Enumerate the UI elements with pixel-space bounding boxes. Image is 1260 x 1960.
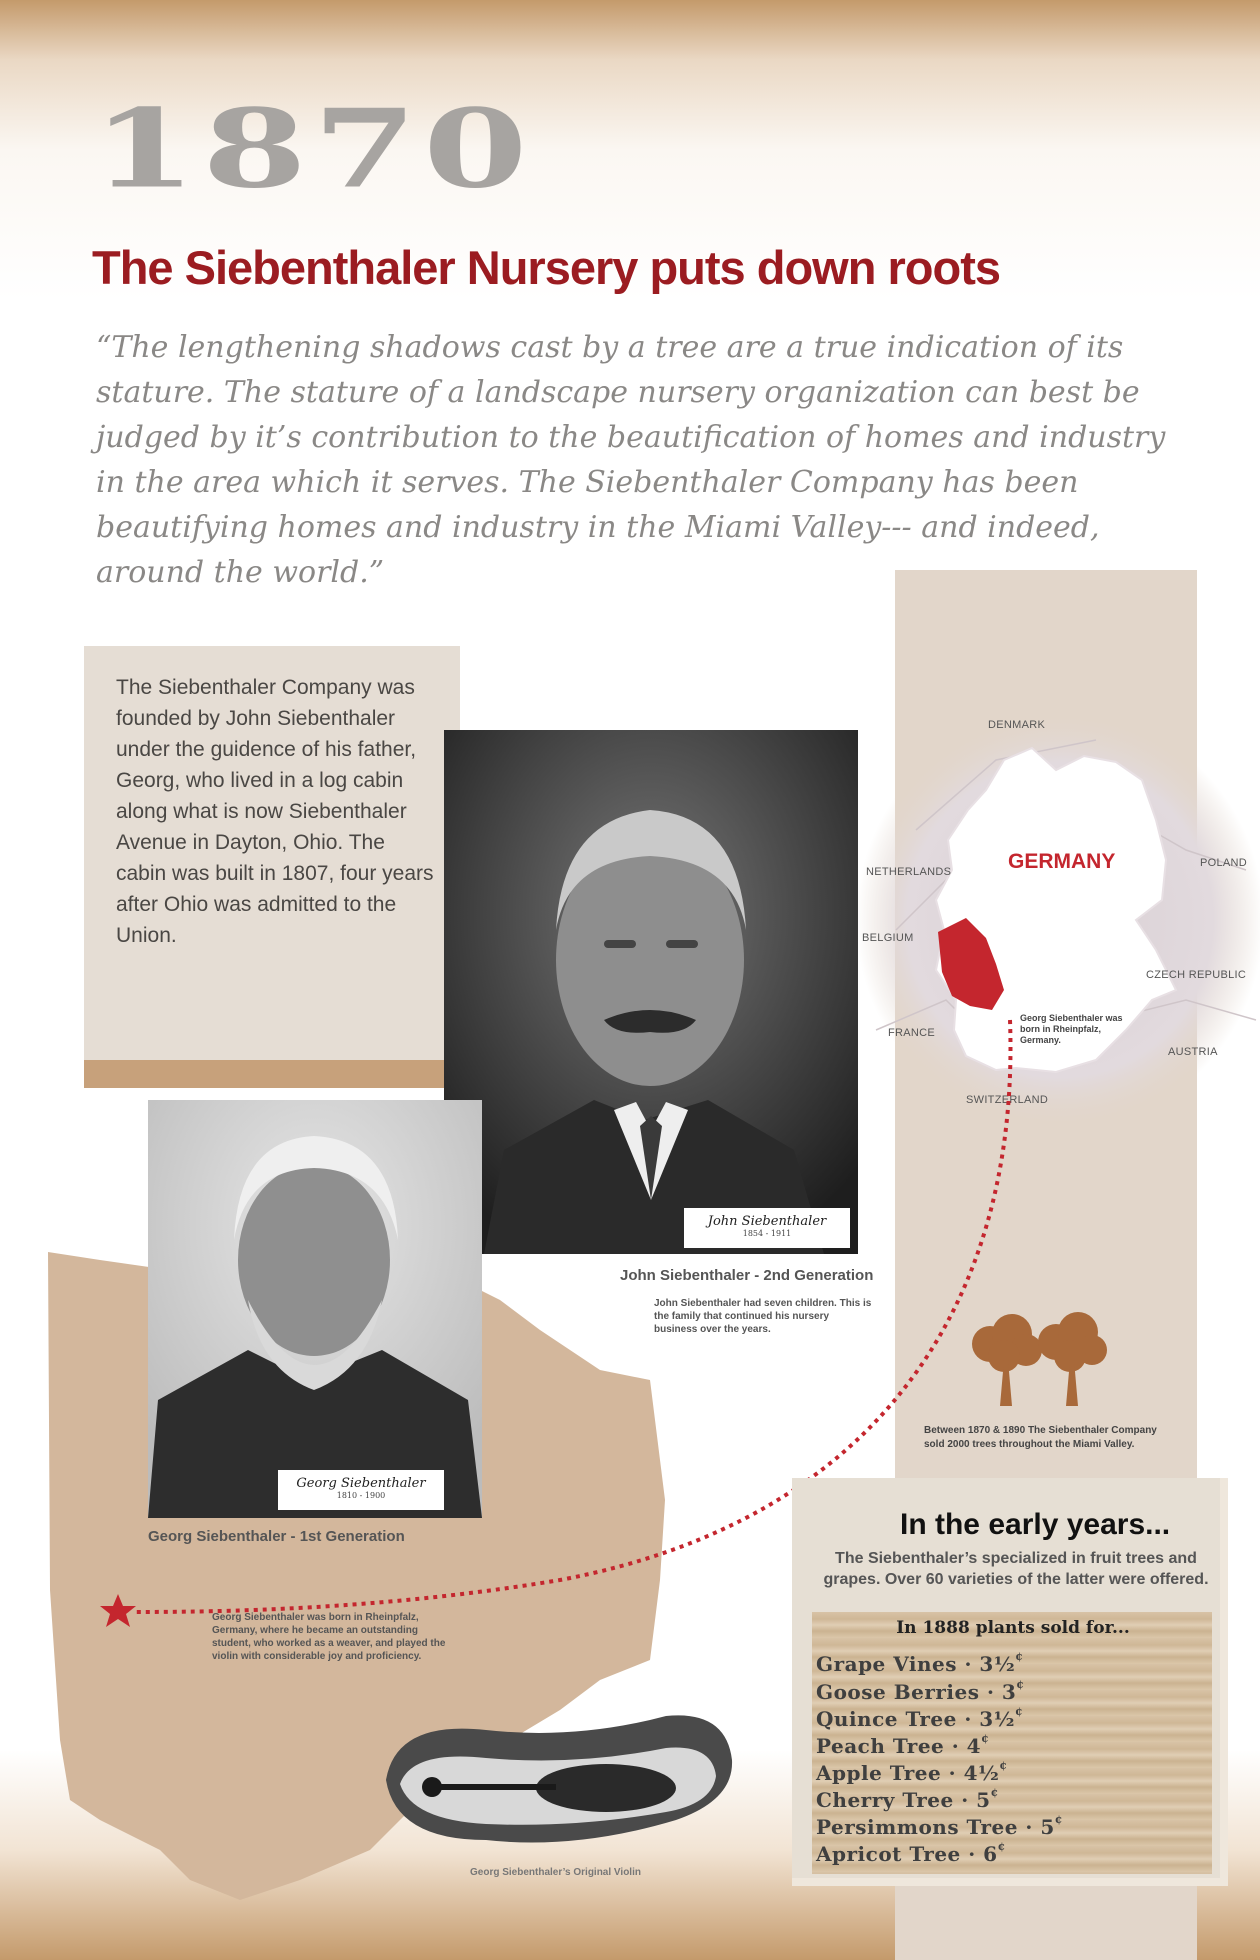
map-label-germany: GERMANY	[1008, 850, 1116, 873]
trees-icon	[968, 1310, 1108, 1410]
georg-signature-card	[278, 1470, 444, 1510]
georg-note: Georg Siebenthaler was born in Rheinpfalz, Germany, where he became an outstanding student, who worked as a weaver, and played the violin with considerable joy and proficiency.	[212, 1612, 446, 1662]
map-label-czech-republic: CZECH REPUBLIC	[1146, 969, 1247, 981]
early-years-title: In the early years...	[900, 1508, 1171, 1541]
early-years-text: The Siebenthaler’s specialized in fruit trees and grapes. Over 60 varieties of the latter were offered.	[823, 1550, 1209, 1588]
intro-quote: “The lengthening shadows cast by a tree are a true indication of its stature. The stature of a landscape nursery organization can best be judged by it’s contribution to the beautification of homes and industry in the area which it serves. The Siebenthaler Company has been beautifying homes and industry in the Miami Valley--- and indeed, around the world.”	[96, 330, 1166, 590]
price-item: Cherry Tree · 5¢	[816, 1786, 999, 1812]
georg-signature: Georg Siebenthaler	[296, 1476, 426, 1491]
georg-dates: 1810 - 1900	[336, 1491, 386, 1500]
violin-image	[376, 1700, 738, 1860]
price-item: Grape Vines · 3½¢	[816, 1650, 1024, 1676]
map-label-austria: AUSTRIA	[1168, 1046, 1218, 1058]
price-item: Apricot Tree · 6¢	[816, 1840, 1006, 1866]
page-title: The Siebenthaler Nursery puts down roots	[92, 241, 1000, 294]
john-dates: 1854 - 1911	[742, 1229, 792, 1238]
john-siebenthaler-photo	[444, 730, 858, 1254]
violin-caption: Georg Siebenthaler’s Original Violin	[470, 1867, 641, 1878]
price-item: Persimmons Tree · 5¢	[816, 1813, 1063, 1839]
trees-note: Between 1870 & 1890 The Siebenthaler Company sold 2000 trees throughout the Miami Valley.	[924, 1425, 1157, 1450]
map-label-belgium: BELGIUM	[862, 932, 914, 944]
prices-title: In 1888 plants sold for...	[896, 1618, 1130, 1638]
john-caption: John Siebenthaler - 2nd Generation	[620, 1267, 874, 1284]
year-heading: 1870	[92, 85, 534, 213]
price-item: Goose Berries · 3¢	[816, 1678, 1025, 1704]
map-note: Georg Siebenthaler was born in Rheinpfalz, Germany.	[1020, 1013, 1123, 1045]
john-signature-card	[684, 1208, 850, 1248]
john-portrait-image	[444, 730, 858, 1254]
map-label-denmark: DENMARK	[988, 719, 1046, 731]
map-label-france: FRANCE	[888, 1027, 936, 1039]
georg-portrait-image	[148, 1100, 482, 1518]
map-label-netherlands: NETHERLANDS	[866, 866, 952, 878]
map-label-poland: POLAND	[1200, 857, 1248, 869]
john-signature: John Siebenthaler	[707, 1214, 827, 1229]
map-label-switzerland: SWITZERLAND	[966, 1094, 1049, 1106]
john-note: John Siebenthaler had seven children. This is the family that continued his nursery business over the years.	[654, 1298, 872, 1335]
intro-text: The Siebenthaler Company was founded by John Siebenthaler under the guidence of his father, Georg, who lived in a log cabin along what is now Siebenthaler Avenue in Dayton, Ohio. The cabin was built in 1807, four years after Ohio was admitted to the Union.	[116, 676, 434, 947]
dayton-star-icon	[100, 1594, 136, 1627]
price-item: Apple Tree · 4½¢	[816, 1759, 1008, 1785]
price-item: Quince Tree · 3½¢	[816, 1705, 1024, 1731]
georg-caption: Georg Siebenthaler - 1st Generation	[148, 1528, 405, 1545]
price-item: Peach Tree · 4¢	[816, 1732, 990, 1758]
georg-siebenthaler-photo	[148, 1100, 482, 1518]
